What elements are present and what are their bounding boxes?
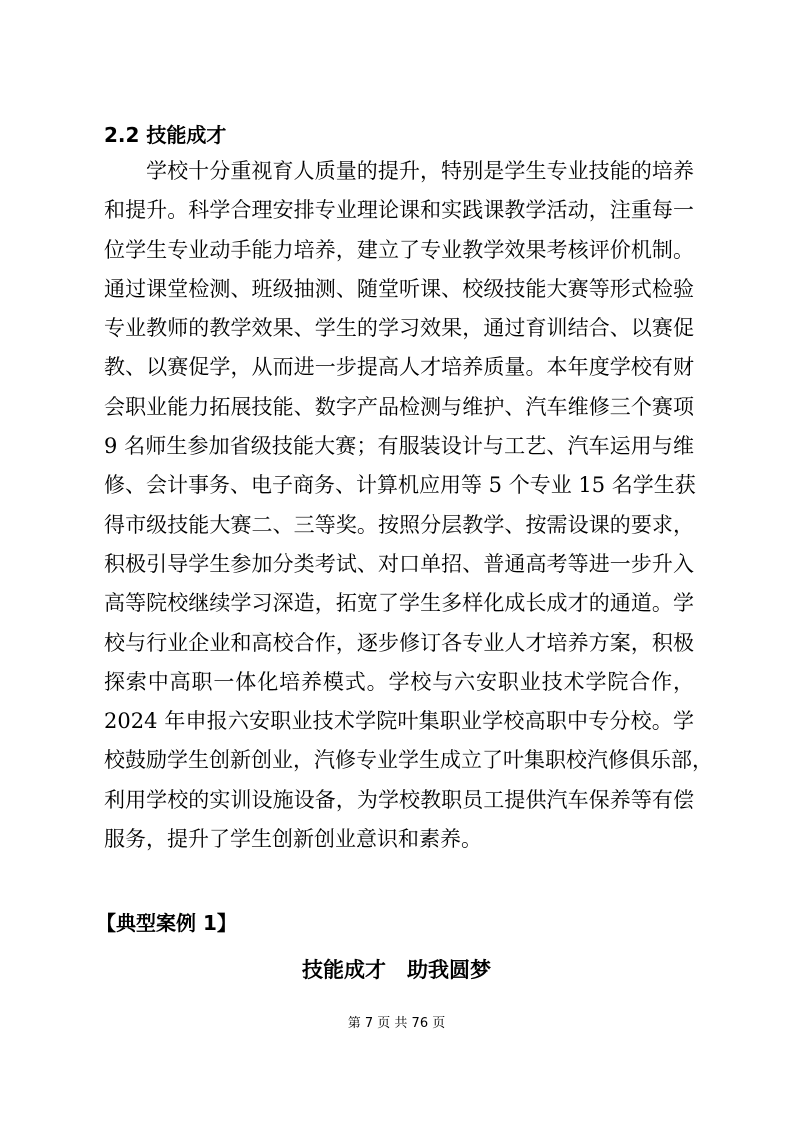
paragraph-line: 修、会计事务、电子商务、计算机应用等 5 个专业 15 名学生获 — [104, 473, 696, 498]
paragraph-line: 利用学校的实训设施设备，为学校教职员工提供汽车保养等有偿 — [104, 787, 694, 812]
paragraph-line: 9 名师生参加省级技能大赛；有服装设计与工艺、汽车运用与维 — [104, 434, 694, 459]
paragraph-line: 服务，提升了学生创新创业意识和素养。 — [104, 827, 482, 852]
paragraph-line: 校与行业企业和高校合作，逐步修订各专业人才培养方案，积极 — [104, 630, 694, 655]
paragraph-line: 和提升。科学合理安排专业理论课和实践课教学活动，注重每一 — [104, 198, 694, 223]
paragraph-line: 位学生专业动手能力培养，建立了专业教学效果考核评价机制。 — [104, 237, 694, 262]
body-paragraph — [104, 152, 713, 859]
paragraph-line: 专业教师的教学效果、学生的学习效果，通过育训结合、以赛促 — [104, 316, 694, 341]
paragraph-line: 2024 年申报六安职业技术学院叶集职业学校高职中专分校。学 — [104, 709, 694, 734]
section-heading: 2.2 技能成才 — [104, 123, 227, 147]
case-label: 【典型案例 1】 — [96, 911, 237, 935]
paragraph-line: 学校十分重视育人质量的提升，特别是学生专业技能的培养 — [146, 159, 694, 183]
paragraph-line: 校鼓励学生创新创业，汽修专业学生成立了叶集职校汽修俱乐部， — [104, 748, 713, 773]
page-number-footer: 第 7 页 共 76 页 — [347, 1016, 446, 1031]
paragraph-line: 高等院校继续学习深造，拓宽了学生多样化成长成才的通道。学 — [104, 591, 694, 616]
paragraph-line: 通过课堂检测、班级抽测、随堂听课、校级技能大赛等形式检验 — [104, 276, 694, 301]
paragraph-line: 探索中高职一体化培养模式。学校与六安职业技术学院合作， — [104, 669, 694, 694]
paragraph-line: 会职业能力拓展技能、数字产品检测与维护、汽车维修三个赛项 — [104, 394, 694, 419]
paragraph-line: 积极引导学生参加分类考试、对口单招、普通高考等进一步升入 — [104, 551, 694, 576]
case-title: 技能成才 助我圆梦 — [302, 958, 491, 982]
paragraph-line: 得市级技能大赛二、三等奖。按照分层教学、按需设课的要求， — [104, 512, 694, 537]
paragraph-line: 教、以赛促学，从而进一步提高人才培养质量。本年度学校有财 — [104, 355, 694, 380]
